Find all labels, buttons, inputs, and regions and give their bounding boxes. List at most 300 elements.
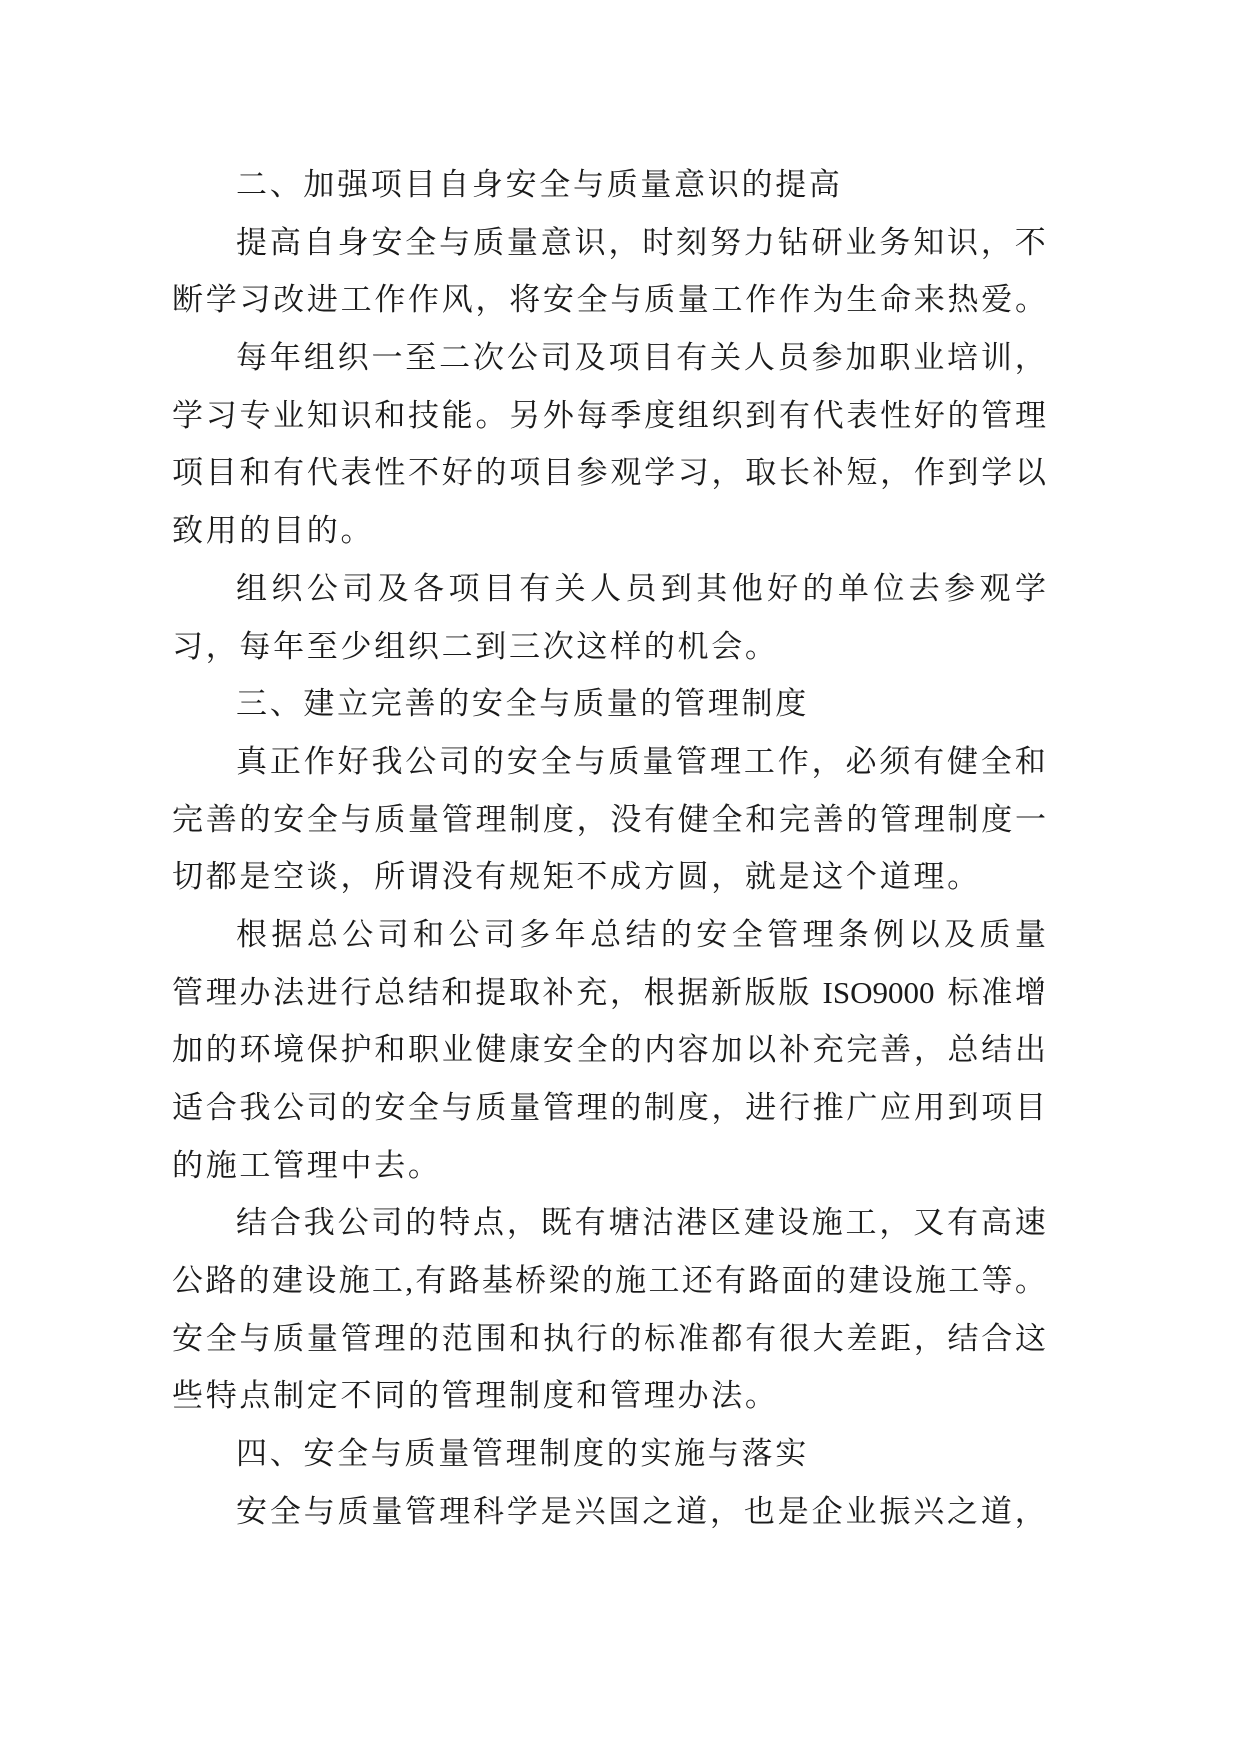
line-glyph: 观 <box>979 570 1011 606</box>
line-glyph: 设 <box>881 1263 913 1299</box>
paragraph-line <box>172 1194 1046 1252</box>
line-glyph: 管 <box>405 1493 437 1529</box>
paragraph-line <box>172 1252 1046 1310</box>
line-glyph: ， <box>576 801 608 837</box>
line-glyph: 组 <box>236 570 267 606</box>
line-glyph: ， <box>811 743 843 779</box>
line-glyph: 习 <box>677 455 709 491</box>
line-glyph: 施 <box>338 1263 370 1299</box>
line-glyph: ， <box>475 282 507 318</box>
line-glyph: 及 <box>944 916 976 952</box>
line-glyph: 职 <box>879 340 911 376</box>
line-glyph: 改 <box>273 282 305 318</box>
line-glyph: 全 <box>408 1090 440 1125</box>
line-glyph: 据 <box>271 916 303 952</box>
line-glyph: 管 <box>441 801 473 837</box>
line-glyph: 我 <box>371 743 403 779</box>
line-glyph: 桥 <box>515 1263 547 1299</box>
line-glyph: 道 <box>980 1493 1012 1529</box>
line-glyph: 进 <box>306 282 338 318</box>
line-glyph: 努 <box>710 224 742 260</box>
line-glyph: 好 <box>441 455 473 491</box>
line-glyph: 须 <box>879 743 911 779</box>
line-glyph: ， <box>913 1032 945 1068</box>
line-glyph: 有 <box>745 1320 777 1356</box>
line-glyph: 和 <box>1014 743 1046 779</box>
line-glyph: 学 <box>506 1493 538 1529</box>
section-3 <box>172 675 1241 1425</box>
paragraph-line <box>172 560 1046 618</box>
line-glyph: 的 <box>405 1205 437 1241</box>
line-glyph: 有 <box>415 1263 447 1299</box>
line-glyph: 他 <box>731 570 763 606</box>
line-glyph: 根 <box>236 916 267 952</box>
line-glyph: 善 <box>205 801 237 837</box>
line-glyph: 公 <box>448 916 480 952</box>
line-glyph: 版 <box>778 974 810 1010</box>
line-glyph: 管 <box>676 743 708 779</box>
paragraph-line <box>172 1483 1046 1541</box>
line-glyph: 科 <box>473 1493 505 1529</box>
line-glyph: 有 <box>715 1263 747 1299</box>
line-glyph: 有 <box>273 455 305 491</box>
line-glyph: 容 <box>677 1032 709 1068</box>
line-glyph: 全 <box>540 743 572 779</box>
section-2 <box>172 156 1241 675</box>
line-glyph: 司 <box>377 916 409 952</box>
line-glyph: 工 <box>743 743 775 779</box>
line-glyph: 表 <box>846 397 878 433</box>
line-glyph: 不 <box>408 455 440 491</box>
line-glyph: 管 <box>340 1320 372 1356</box>
line-glyph: 必 <box>845 743 877 779</box>
line-glyph: 身 <box>337 224 369 260</box>
line-glyph: 距 <box>880 1320 912 1356</box>
line-glyph: 建 <box>848 1263 880 1299</box>
line-glyph: 标 <box>644 1320 676 1356</box>
line-glyph: 员 <box>777 340 809 376</box>
line-glyph: 既 <box>540 1205 572 1241</box>
line-glyph: 学 <box>981 455 1013 491</box>
paragraph-line <box>172 733 1046 791</box>
line-glyph: 取 <box>508 974 540 1010</box>
line-glyph: 生 <box>846 282 878 318</box>
line-glyph: 进 <box>306 974 338 1010</box>
line-glyph: 制 <box>509 801 541 837</box>
paragraph-line <box>172 329 1046 387</box>
line-glyph: 结 <box>947 1320 979 1356</box>
line-glyph: 施 <box>914 1263 946 1299</box>
line-glyph: 命 <box>880 282 912 318</box>
line-glyph: 总 <box>947 1032 979 1068</box>
line-glyph: 公 <box>273 1090 305 1125</box>
line-glyph: 梁 <box>548 1263 580 1299</box>
line-glyph: 的 <box>802 570 834 606</box>
line-glyph: 训 <box>980 340 1012 376</box>
line-glyph: 项 <box>172 455 203 491</box>
line-glyph: 取 <box>745 455 777 491</box>
line-glyph: 我 <box>303 1205 335 1241</box>
line-glyph: 健 <box>677 801 709 837</box>
line-glyph: 善 <box>812 801 844 837</box>
line-glyph: 工 <box>340 282 372 318</box>
line-glyph: 项 <box>509 455 541 491</box>
line-glyph: 知 <box>913 224 945 260</box>
line-glyph: 每 <box>236 340 267 376</box>
line-glyph: 行 <box>340 974 372 1010</box>
line-glyph: 一 <box>1014 801 1046 837</box>
line-glyph: 护 <box>340 1032 372 1068</box>
line-glyph: 司 <box>306 1090 338 1125</box>
line-glyph: 其 <box>696 570 728 606</box>
line-glyph: 代 <box>812 397 844 433</box>
line-glyph: 理 <box>374 1320 406 1356</box>
paragraph <box>172 560 1241 675</box>
line-glyph: 到 <box>947 455 979 491</box>
line-glyph: 度 <box>542 801 574 837</box>
line-glyph: 的 <box>581 1263 613 1299</box>
line-glyph: ， <box>980 224 1012 260</box>
line-glyph: 识 <box>947 224 979 260</box>
line-glyph: 兴 <box>913 1493 945 1529</box>
line-glyph: 的 <box>610 1090 642 1125</box>
line-glyph: 真 <box>236 743 267 779</box>
line-glyph: 及 <box>574 340 606 376</box>
line-glyph: , <box>405 1263 413 1299</box>
line-glyph: 司 <box>342 570 374 606</box>
line-glyph: 用 <box>913 1090 945 1125</box>
line-glyph: 目 <box>205 455 237 491</box>
line-glyph: 各 <box>413 570 445 606</box>
line-glyph: 路 <box>205 1263 237 1299</box>
line-glyph: 善 <box>880 1032 912 1068</box>
line-glyph: 来 <box>913 282 945 318</box>
line-glyph: 执 <box>542 1320 574 1356</box>
line-glyph: 长 <box>778 455 810 491</box>
line-glyph: 习 <box>239 282 271 318</box>
line-glyph: 目 <box>483 570 515 606</box>
line-glyph: 管 <box>172 974 203 1010</box>
line-glyph: 力 <box>743 224 775 260</box>
paragraph-line <box>172 964 1046 1022</box>
line-glyph: 培 <box>947 340 979 376</box>
line-glyph: 法 <box>273 974 305 1010</box>
line-glyph: 适 <box>172 1090 203 1125</box>
line-glyph: 加 <box>845 340 877 376</box>
line-glyph: 理 <box>439 1493 471 1529</box>
line-glyph: 的 <box>475 455 507 491</box>
line-glyph: 充 <box>812 1032 844 1068</box>
line-glyph: 员 <box>625 570 657 606</box>
line-glyph: 的 <box>660 916 692 952</box>
line-glyph: 及 <box>377 570 409 606</box>
line-glyph: 工 <box>711 282 743 318</box>
line-glyph: 还 <box>681 1263 713 1299</box>
line-glyph: 安 <box>236 1493 267 1529</box>
paragraph-line: 切都是空谈，所谓没有规矩不成方圆，就是这个道理。 <box>172 859 981 895</box>
line-glyph: 人 <box>743 340 775 376</box>
line-glyph: 是 <box>540 1493 572 1529</box>
paragraph-line <box>172 444 1046 502</box>
line-glyph: 安 <box>506 743 538 779</box>
line-glyph: 关 <box>554 570 586 606</box>
line-glyph: 建 <box>743 1205 775 1241</box>
line-glyph: 质 <box>273 1320 305 1356</box>
line-glyph: 技 <box>408 397 440 433</box>
paragraph-line <box>172 1079 1046 1137</box>
line-glyph: 康 <box>509 1032 541 1068</box>
line-glyph: 将 <box>509 282 541 318</box>
line-glyph: 量 <box>371 1493 403 1529</box>
line-glyph: 准 <box>981 974 1013 1010</box>
line-glyph: 合 <box>205 1090 237 1125</box>
line-glyph: 公 <box>405 743 437 779</box>
line-glyph: 一 <box>371 340 403 376</box>
line-glyph: 的 <box>610 1320 642 1356</box>
line-glyph: 有 <box>644 801 676 837</box>
line-glyph: 公 <box>342 916 374 952</box>
line-glyph: 的 <box>815 1263 846 1299</box>
line-glyph: 不 <box>1014 224 1046 260</box>
paragraph-line <box>172 1021 1046 1079</box>
line-glyph: 路 <box>748 1263 780 1299</box>
line-glyph: 安 <box>696 916 728 952</box>
line-glyph: 工 <box>371 1263 403 1299</box>
line-glyph: 织 <box>271 570 303 606</box>
line-glyph: 项 <box>981 1090 1013 1125</box>
line-glyph: 之 <box>947 1493 979 1529</box>
line-glyph: 量 <box>306 1320 338 1356</box>
line-glyph: 国 <box>608 1493 640 1529</box>
line-glyph: 合 <box>981 1320 1013 1356</box>
line-glyph: 是 <box>777 1493 809 1529</box>
section-heading: 三、建立完善的安全与质量的管理制度 <box>236 686 809 722</box>
line-glyph: 的 <box>239 801 271 837</box>
line-glyph: 学 <box>172 397 203 433</box>
line-glyph: 充 <box>576 974 608 1010</box>
paragraph-line <box>172 1310 1046 1368</box>
line-glyph: 保 <box>306 1032 338 1068</box>
line-glyph: 结 <box>236 1205 267 1241</box>
line-glyph: 安 <box>273 801 305 837</box>
line-glyph: 差 <box>846 1320 878 1356</box>
line-glyph: 有 <box>913 743 945 779</box>
line-glyph <box>937 964 945 1022</box>
line-glyph: 业 <box>273 397 305 433</box>
line-glyph: 工 <box>948 1263 980 1299</box>
line-glyph: 工 <box>648 1263 680 1299</box>
line-glyph: 施 <box>615 1263 647 1299</box>
line-glyph: 与 <box>441 1090 473 1125</box>
line-glyph: 准 <box>677 1320 709 1356</box>
line-glyph: 这 <box>1014 1320 1046 1356</box>
line-glyph: 境 <box>273 1032 305 1068</box>
line-glyph: 理 <box>710 743 742 779</box>
line-glyph: 风 <box>441 282 473 318</box>
line-glyph: 作 <box>303 743 335 779</box>
line-glyph: 高 <box>269 224 301 260</box>
line-glyph: 业 <box>913 340 945 376</box>
line-glyph: 识 <box>340 397 372 433</box>
line-glyph: 去 <box>908 570 940 606</box>
line-glyph: 二 <box>439 340 471 376</box>
line-glyph: ， <box>710 1493 742 1529</box>
line-glyph: 目 <box>542 455 574 491</box>
line-glyph: 安 <box>542 282 574 318</box>
line-glyph: 次 <box>473 340 505 376</box>
line-glyph: 年 <box>269 340 301 376</box>
line-glyph: 到 <box>660 570 692 606</box>
line-glyph: 质 <box>374 801 406 837</box>
line-glyph: 自 <box>303 224 335 260</box>
line-glyph: 量 <box>408 801 440 837</box>
line-glyph: 多 <box>519 916 551 952</box>
line-glyph: 等 <box>981 1263 1013 1299</box>
line-glyph: 短 <box>846 455 878 491</box>
line-glyph: 和 <box>374 1032 406 1068</box>
line-glyph: 理 <box>576 1090 608 1125</box>
line-glyph: 和 <box>413 916 445 952</box>
line-glyph: 高 <box>980 1205 1012 1241</box>
line-glyph: 的 <box>238 1263 270 1299</box>
paragraph-line <box>172 906 1046 964</box>
line-glyph: 研 <box>811 224 843 260</box>
line-glyph: 理 <box>1014 397 1046 433</box>
line-glyph: 公 <box>306 570 338 606</box>
line-glyph: 学 <box>644 455 676 491</box>
line-glyph: 断 <box>172 282 203 318</box>
line-glyph: 环 <box>239 1032 271 1068</box>
line-glyph: 司 <box>439 743 471 779</box>
line-glyph: 公 <box>172 1263 203 1299</box>
line-glyph: 内 <box>644 1032 676 1068</box>
line-glyph: 理 <box>205 974 237 1010</box>
line-glyph: 代 <box>306 455 338 491</box>
line-glyph: 观 <box>610 455 642 491</box>
line-glyph: ， <box>879 1205 911 1241</box>
line-glyph: 意 <box>540 224 572 260</box>
line-glyph: 至 <box>405 340 437 376</box>
line-glyph: 例 <box>873 916 905 952</box>
line-glyph: 量 <box>509 1090 541 1125</box>
line-glyph: 质 <box>337 1493 369 1529</box>
paragraph-line: 习，每年至少组织二到三次这样的机会。 <box>172 628 779 664</box>
line-glyph: 面 <box>781 1263 813 1299</box>
line-glyph: 出 <box>1014 1032 1046 1068</box>
line-glyph: 。 <box>1014 282 1046 318</box>
line-glyph: 以 <box>745 1032 777 1068</box>
line-glyph: 全 <box>711 801 743 837</box>
line-glyph: ， <box>506 1205 538 1241</box>
line-glyph: 与 <box>340 801 372 837</box>
paragraph <box>172 214 1241 329</box>
line-glyph: 作 <box>374 282 406 318</box>
line-glyph: 织 <box>337 340 369 376</box>
line-glyph: 务 <box>879 224 911 260</box>
paragraph-line <box>172 387 1046 445</box>
line-glyph: 项 <box>608 340 640 376</box>
line-glyph: 和 <box>745 801 777 837</box>
line-glyph: 我 <box>239 1090 271 1125</box>
line-glyph: 织 <box>711 397 743 433</box>
line-glyph: 点 <box>473 1205 505 1241</box>
line-glyph: 质 <box>979 916 1011 952</box>
line-glyph: 理 <box>913 801 945 837</box>
paragraph <box>172 1194 1241 1425</box>
line-glyph: 区 <box>710 1205 742 1241</box>
line-glyph: 大 <box>812 1320 844 1356</box>
line-glyph: 质 <box>608 743 640 779</box>
line-glyph: 学 <box>205 282 237 318</box>
line-glyph: 健 <box>475 1032 507 1068</box>
paragraph <box>172 906 1241 1194</box>
line-glyph: 完 <box>172 801 203 837</box>
line-glyph: 基 <box>481 1263 513 1299</box>
line-glyph: 路 <box>448 1263 480 1299</box>
line-glyph: 习 <box>205 397 237 433</box>
line-glyph: 施 <box>811 1205 843 1241</box>
line-glyph: 爱 <box>981 282 1013 318</box>
line-glyph: 好 <box>767 570 799 606</box>
line-glyph: 作 <box>777 743 809 779</box>
paragraph-line <box>172 791 1046 849</box>
line-glyph: 补 <box>778 1032 810 1068</box>
line-glyph: 道 <box>676 1493 708 1529</box>
line-glyph: 单 <box>837 570 869 606</box>
line-glyph: 版 <box>744 974 776 1010</box>
line-glyph: 的 <box>473 743 505 779</box>
line-glyph: 全 <box>731 916 763 952</box>
line-glyph: 有 <box>947 1205 979 1241</box>
paragraph-line <box>172 271 1046 329</box>
line-glyph: 理 <box>802 916 834 952</box>
line-glyph: 完 <box>846 1032 878 1068</box>
line-glyph <box>812 964 820 1022</box>
line-glyph: 业 <box>845 224 877 260</box>
line-glyph: 和 <box>441 974 473 1010</box>
line-glyph: 与 <box>439 224 471 260</box>
line-glyph: 时 <box>642 224 674 260</box>
line-glyph: 行 <box>778 1090 810 1125</box>
line-glyph: 作 <box>778 282 810 318</box>
line-glyph: 度 <box>644 397 676 433</box>
line-glyph: 作 <box>745 282 777 318</box>
line-glyph: 与 <box>610 282 642 318</box>
line-glyph: 为 <box>812 282 844 318</box>
line-glyph: 学 <box>1014 570 1046 606</box>
line-glyph: 关 <box>710 340 742 376</box>
line-glyph: 质 <box>644 282 676 318</box>
line-glyph: 管 <box>981 397 1013 433</box>
line-glyph: 进 <box>745 1090 777 1125</box>
line-glyph: 的 <box>947 397 979 433</box>
line-glyph: 的 <box>205 1032 237 1068</box>
line-glyph: ， <box>880 455 912 491</box>
line-glyph: 增 <box>1014 974 1046 1010</box>
line-glyph: 制 <box>947 801 979 837</box>
line-glyph: 据 <box>677 974 709 1010</box>
line-glyph: 全 <box>269 1493 301 1529</box>
line-glyph: ， <box>608 224 640 260</box>
line-glyph: 健 <box>947 743 979 779</box>
line-glyph: 度 <box>677 1090 709 1125</box>
line-glyph: 有 <box>778 397 810 433</box>
line-glyph: 沽 <box>642 1205 674 1241</box>
line-glyph: 参 <box>811 340 843 376</box>
line-glyph: 目 <box>642 340 674 376</box>
line-glyph: ， <box>609 974 641 1010</box>
line-glyph: 总 <box>374 974 406 1010</box>
